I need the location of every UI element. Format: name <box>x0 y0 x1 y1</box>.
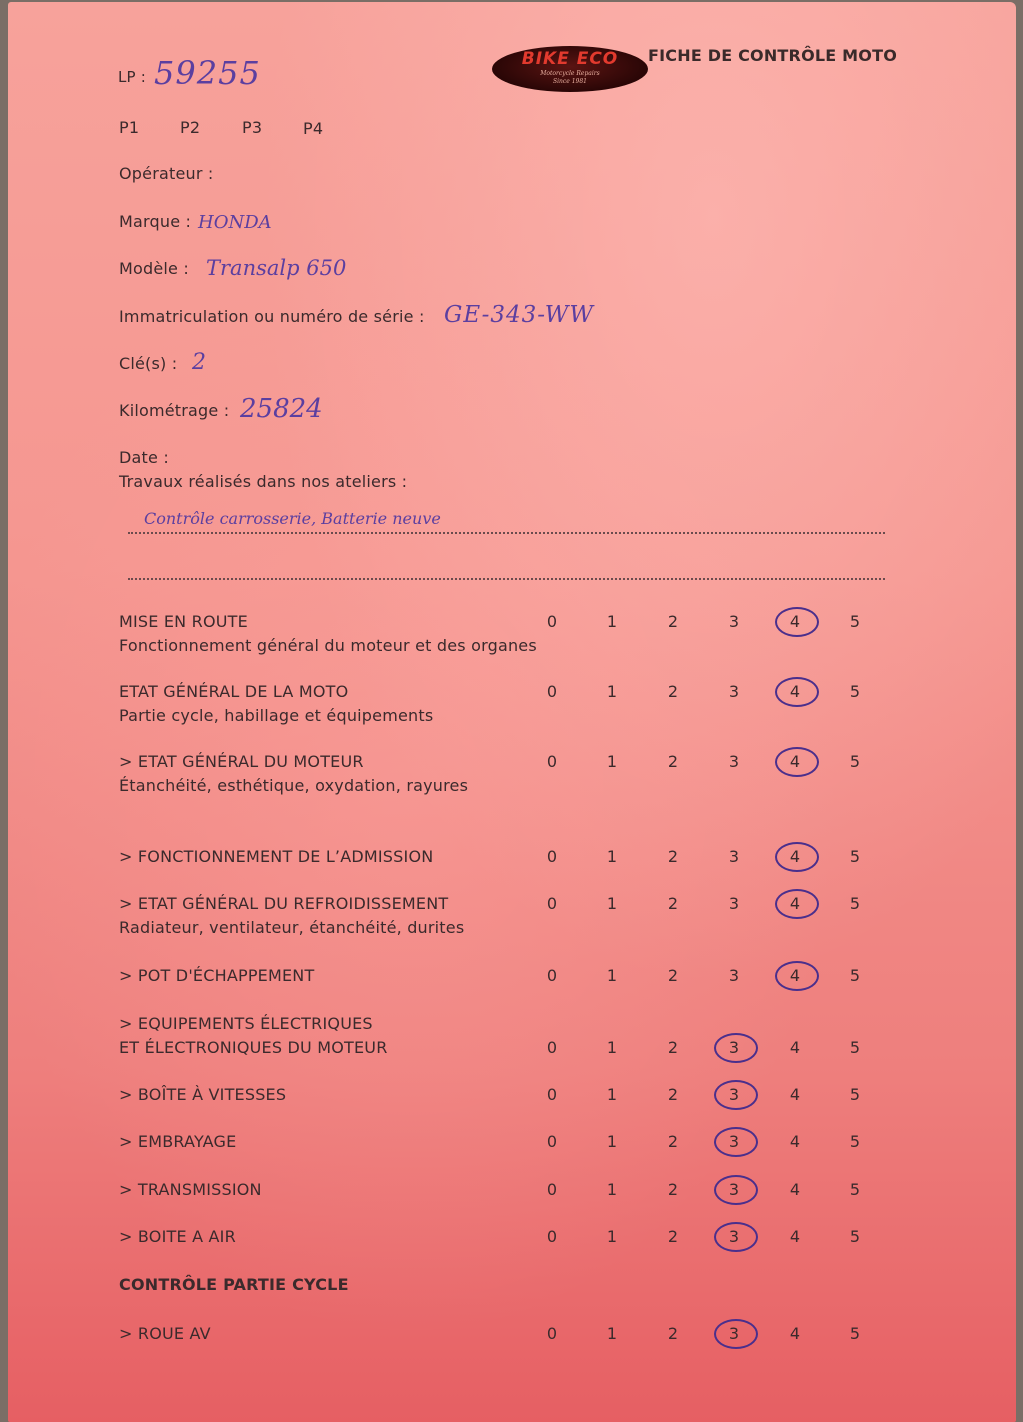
score-option-3: 3 <box>728 1085 740 1104</box>
score-option-4: 4 <box>789 1227 801 1246</box>
p3-label: P3 <box>242 118 263 137</box>
score-circle <box>714 1080 758 1110</box>
km-label: Kilométrage : <box>119 401 230 420</box>
score-option-5: 5 <box>849 612 861 631</box>
score-option-5: 5 <box>849 1085 861 1104</box>
score-option-4: 4 <box>789 894 801 913</box>
operateur-label: Opérateur : <box>119 164 214 183</box>
score-option-5: 5 <box>849 1324 861 1343</box>
date-label: Date : <box>119 448 169 467</box>
score-option-2: 2 <box>667 847 679 866</box>
score-option-4: 4 <box>789 752 801 771</box>
score-option-3: 3 <box>728 682 740 701</box>
row-title: > BOITE A AIR <box>119 1227 236 1246</box>
score-circle <box>775 677 819 707</box>
score-option-1: 1 <box>606 1180 618 1199</box>
score-option-2: 2 <box>667 894 679 913</box>
score-option-2: 2 <box>667 1085 679 1104</box>
score-circle <box>714 1127 758 1157</box>
score-option-0: 0 <box>546 612 558 631</box>
score-option-0: 0 <box>546 1085 558 1104</box>
p1-label: P1 <box>119 118 140 137</box>
score-option-3: 3 <box>728 894 740 913</box>
score-option-2: 2 <box>667 752 679 771</box>
score-circle <box>714 1222 758 1252</box>
score-option-0: 0 <box>546 1132 558 1151</box>
row-title: > ETAT GÉNÉRAL DU REFROIDISSEMENT <box>119 894 449 913</box>
row-title: > EQUIPEMENTS ÉLECTRIQUES <box>119 1014 373 1033</box>
score-option-3: 3 <box>728 966 740 985</box>
marque-value: HONDA <box>198 212 272 233</box>
score-option-1: 1 <box>606 752 618 771</box>
control-sheet <box>8 2 1016 1422</box>
row-subtitle: ET ÉLECTRONIQUES DU MOTEUR <box>119 1038 388 1057</box>
score-option-3: 3 <box>728 847 740 866</box>
page-title: FICHE DE CONTRÔLE MOTO <box>648 46 898 65</box>
score-circle <box>775 889 819 919</box>
dotted-line-2 <box>128 578 885 580</box>
score-option-1: 1 <box>606 612 618 631</box>
score-option-5: 5 <box>849 682 861 701</box>
lp-value: 59255 <box>154 54 261 92</box>
score-option-4: 4 <box>789 847 801 866</box>
score-circle <box>714 1175 758 1205</box>
score-option-3: 3 <box>728 1038 740 1057</box>
score-option-0: 0 <box>546 1324 558 1343</box>
score-option-5: 5 <box>849 1038 861 1057</box>
score-option-0: 0 <box>546 1180 558 1199</box>
score-option-5: 5 <box>849 1180 861 1199</box>
cles-label: Clé(s) : <box>119 354 178 373</box>
cles-value: 2 <box>192 350 206 375</box>
score-option-5: 5 <box>849 752 861 771</box>
km-value: 25824 <box>240 394 323 424</box>
score-option-2: 2 <box>667 1132 679 1151</box>
score-option-3: 3 <box>728 1180 740 1199</box>
row-title: > EMBRAYAGE <box>119 1132 237 1151</box>
travaux-label: Travaux réalisés dans nos ateliers : <box>119 472 408 491</box>
score-circle <box>714 1319 758 1349</box>
row-title: CONTRÔLE PARTIE CYCLE <box>119 1275 349 1294</box>
score-option-4: 4 <box>789 966 801 985</box>
score-circle <box>714 1033 758 1063</box>
score-option-1: 1 <box>606 682 618 701</box>
marque-label: Marque : <box>119 212 192 231</box>
logo-text: BIKE ECO <box>521 49 619 69</box>
score-option-0: 0 <box>546 682 558 701</box>
score-option-1: 1 <box>606 1324 618 1343</box>
score-circle <box>775 607 819 637</box>
score-option-4: 4 <box>789 1038 801 1057</box>
score-option-1: 1 <box>606 1227 618 1246</box>
score-option-1: 1 <box>606 966 618 985</box>
row-title: > FONCTIONNEMENT DE L’ADMISSION <box>119 847 434 866</box>
score-option-5: 5 <box>849 894 861 913</box>
score-option-3: 3 <box>728 1227 740 1246</box>
score-option-5: 5 <box>849 966 861 985</box>
score-option-3: 3 <box>728 1324 740 1343</box>
score-option-2: 2 <box>667 1324 679 1343</box>
row-title: ETAT GÉNÉRAL DE LA MOTO <box>119 682 349 701</box>
row-subtitle: Radiateur, ventilateur, étanchéité, durites <box>119 918 465 937</box>
score-option-2: 2 <box>667 966 679 985</box>
row-subtitle: Fonctionnement général du moteur et des organes <box>119 636 537 655</box>
score-option-4: 4 <box>789 1132 801 1151</box>
score-option-0: 0 <box>546 847 558 866</box>
score-circle <box>775 961 819 991</box>
score-option-4: 4 <box>789 682 801 701</box>
score-option-1: 1 <box>606 1038 618 1057</box>
score-circle <box>775 842 819 872</box>
row-subtitle: Étanchéité, esthétique, oxydation, rayures <box>119 776 469 795</box>
score-option-5: 5 <box>849 1227 861 1246</box>
dotted-line-1 <box>128 532 885 534</box>
score-option-3: 3 <box>728 752 740 771</box>
score-option-0: 0 <box>546 966 558 985</box>
modele-value: Transalp 650 <box>206 256 347 280</box>
score-option-5: 5 <box>849 847 861 866</box>
score-option-4: 4 <box>789 1085 801 1104</box>
row-title: > ROUE AV <box>119 1324 211 1343</box>
score-option-4: 4 <box>789 1324 801 1343</box>
immat-label: Immatriculation ou numéro de série : <box>119 307 425 326</box>
bike-eco-logo <box>492 46 648 92</box>
logo-since: Since 1981 <box>553 78 587 85</box>
score-option-3: 3 <box>728 612 740 631</box>
row-title: > POT D'ÉCHAPPEMENT <box>119 966 315 985</box>
logo-subtitle: Motorcycle Repairs <box>540 70 600 77</box>
score-option-3: 3 <box>728 1132 740 1151</box>
row-title: > BOÎTE À VITESSES <box>119 1085 287 1104</box>
score-option-2: 2 <box>667 1038 679 1057</box>
score-option-5: 5 <box>849 1132 861 1151</box>
row-title: > ETAT GÉNÉRAL DU MOTEUR <box>119 752 364 771</box>
score-option-1: 1 <box>606 847 618 866</box>
score-option-2: 2 <box>667 682 679 701</box>
score-option-1: 1 <box>606 1132 618 1151</box>
score-option-0: 0 <box>546 1038 558 1057</box>
p2-label: P2 <box>180 118 201 137</box>
score-option-2: 2 <box>667 612 679 631</box>
modele-label: Modèle : <box>119 259 189 278</box>
score-option-2: 2 <box>667 1227 679 1246</box>
score-option-4: 4 <box>789 612 801 631</box>
score-option-0: 0 <box>546 894 558 913</box>
score-option-4: 4 <box>789 1180 801 1199</box>
row-subtitle: Partie cycle, habillage et équipements <box>119 706 434 725</box>
immat-value: GE-343-WW <box>444 302 595 328</box>
travaux-value: Contrôle carrosserie, Batterie neuve <box>144 509 441 528</box>
row-title: > TRANSMISSION <box>119 1180 262 1199</box>
p4-label: P4 <box>303 119 324 138</box>
score-option-1: 1 <box>606 1085 618 1104</box>
score-option-2: 2 <box>667 1180 679 1199</box>
score-option-0: 0 <box>546 1227 558 1246</box>
score-option-0: 0 <box>546 752 558 771</box>
score-option-1: 1 <box>606 894 618 913</box>
score-circle <box>775 747 819 777</box>
lp-label: LP : <box>118 68 147 86</box>
row-title: MISE EN ROUTE <box>119 612 248 631</box>
